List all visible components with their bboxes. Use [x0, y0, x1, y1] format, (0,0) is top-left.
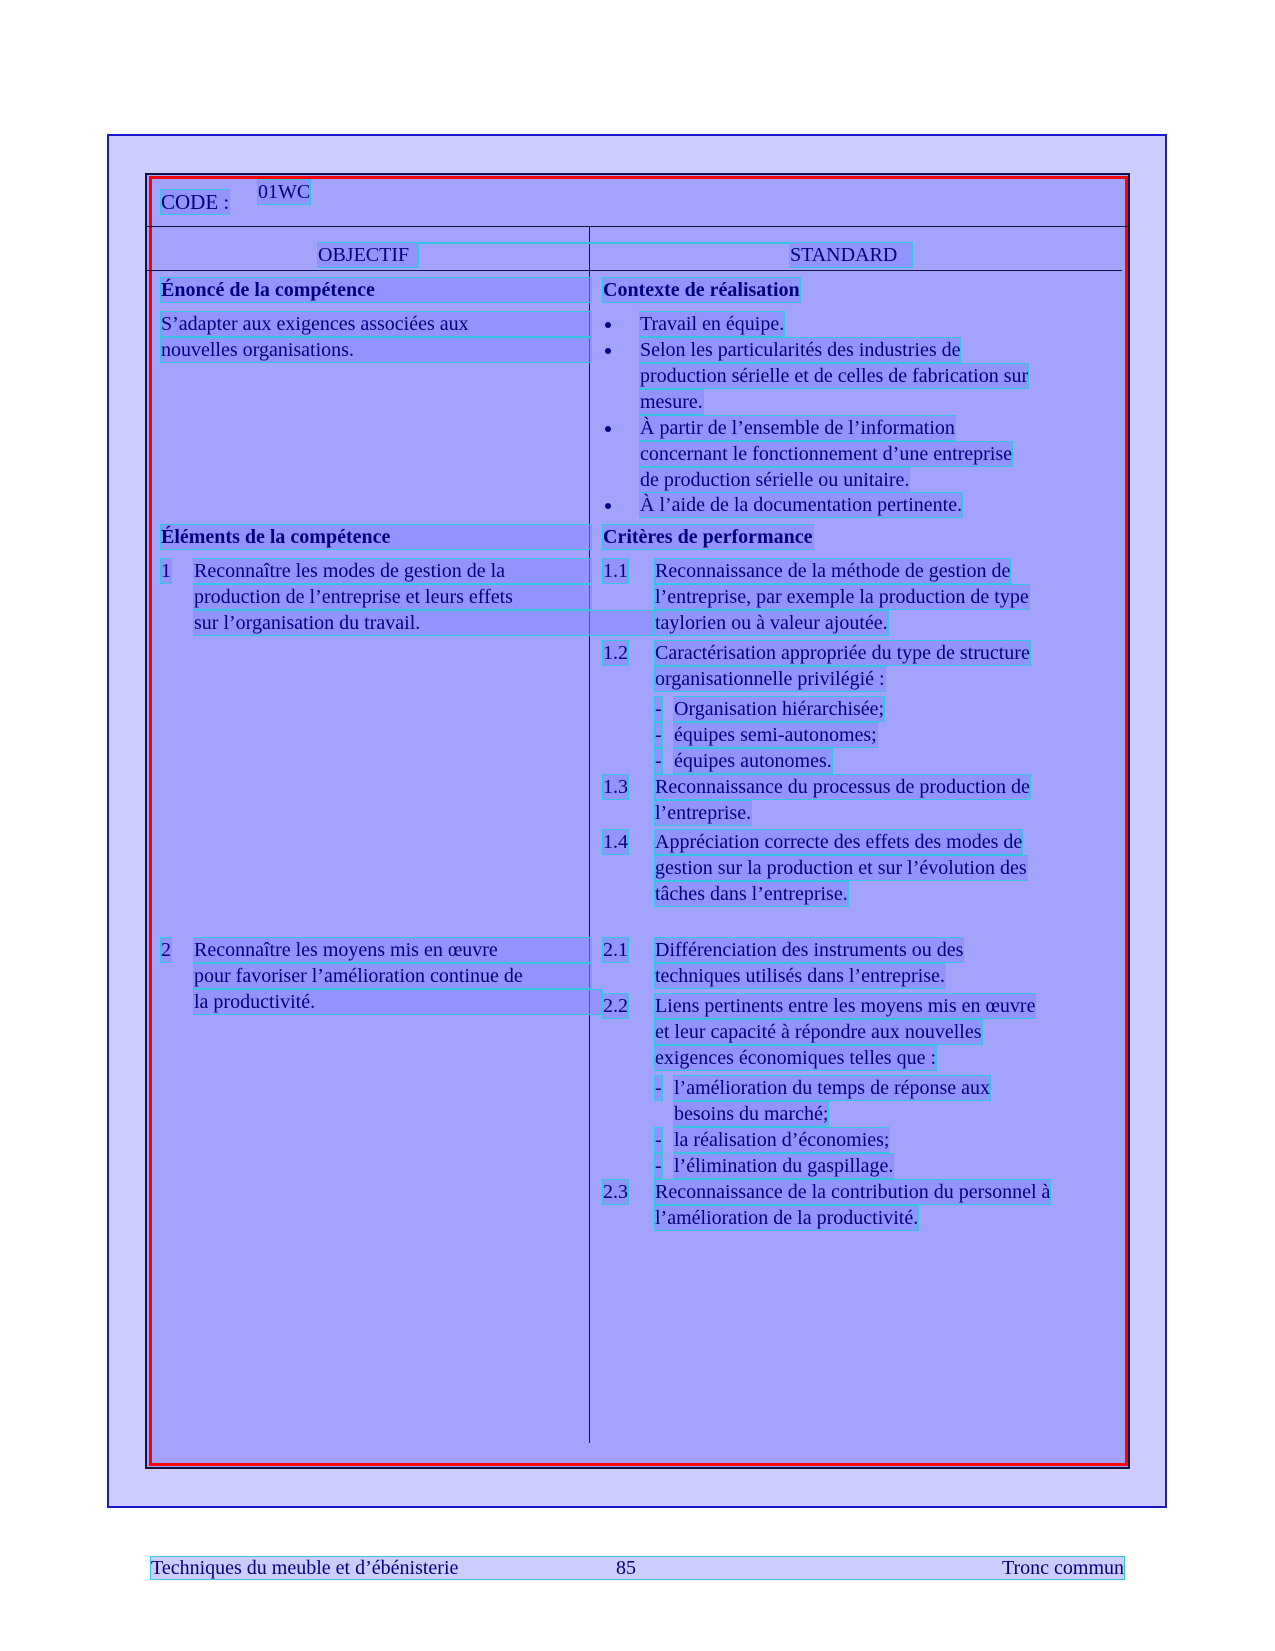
header-divider	[147, 226, 1128, 227]
enonce-line: S’adapter aux exigences associées aux	[161, 312, 591, 336]
critere-line: et leur capacité à répondre aux nouvelles	[655, 1021, 982, 1043]
critere-sub-dash: -	[655, 750, 662, 772]
element-line: Reconnaître les moyens mis en œuvre	[194, 938, 591, 962]
element-line: Reconnaître les modes de gestion de la	[194, 559, 591, 583]
critere-line: taylorien ou à valeur ajoutée.	[655, 612, 888, 634]
critere-sub-item: l’amélioration du temps de réponse aux	[674, 1077, 991, 1099]
critere-number: 1.2	[603, 642, 628, 664]
critere-line: Différenciation des instruments ou des	[655, 939, 964, 961]
column-header-divider	[147, 270, 1122, 271]
element-number: 1	[161, 560, 171, 582]
objectif-header: OBJECTIF	[318, 243, 418, 267]
critere-line: l’entreprise, par exemple la production de type	[655, 586, 1029, 608]
code-label: CODE :	[161, 190, 230, 214]
criteres-title: Critères de performance	[603, 526, 813, 548]
contexte-bullet: À partir de l’ensemble de l’information	[640, 417, 955, 439]
critere-sub-item: l’élimination du gaspillage.	[674, 1155, 894, 1177]
element-line: pour favoriser l’amélioration continue de	[194, 964, 591, 988]
contexte-bullet: À l’aide de la documentation pertinente.	[640, 494, 963, 516]
critere-number: 2.2	[603, 995, 628, 1017]
enonce-line: nouvelles organisations.	[161, 338, 591, 362]
critere-number: 2.1	[603, 939, 628, 961]
critere-line: Caractérisation appropriée du type de structure	[655, 642, 1030, 664]
contexte-bullet: Travail en équipe.	[640, 313, 785, 335]
contexte-bullet: concernant le fonctionnement d’une entreprise	[640, 443, 1013, 465]
critere-sub-dash: -	[655, 1077, 662, 1099]
critere-line: exigences économiques telles que :	[655, 1047, 937, 1069]
footer-program: Techniques du meuble et d’ébénisterie	[151, 1557, 459, 1579]
critere-number: 2.3	[603, 1181, 628, 1203]
critere-number: 1.1	[603, 560, 628, 582]
critere-sub-item: Organisation hiérarchisée;	[674, 698, 885, 720]
element-line: sur l’organisation du travail.	[194, 611, 654, 635]
bullet-icon	[605, 348, 611, 354]
critere-sub-dash: -	[655, 724, 662, 746]
enonce-title: Énoncé de la compétence	[161, 278, 591, 302]
critere-line: Liens pertinents entre les moyens mis en œuvre	[655, 995, 1036, 1017]
critere-number: 1.4	[603, 831, 628, 853]
bullet-icon	[605, 322, 611, 328]
element-line: production de l’entreprise et leurs effets	[194, 585, 591, 609]
element-line: la productivité.	[194, 990, 602, 1014]
code-value: 01WC	[258, 181, 311, 203]
column-divider-lower	[589, 703, 590, 1443]
critere-sub-item: la réalisation d’économies;	[674, 1129, 890, 1151]
critere-line: tâches dans l’entreprise.	[655, 883, 848, 905]
bullet-icon	[605, 503, 611, 509]
elements-title: Éléments de la compétence	[161, 525, 591, 549]
critere-line: Appréciation correcte des effets des modes de	[655, 831, 1023, 853]
critere-line: gestion sur la production et sur l’évolution des	[655, 857, 1027, 879]
contexte-bullet: de production sérielle ou unitaire.	[640, 469, 910, 491]
contexte-title: Contexte de réalisation	[603, 279, 800, 301]
contexte-bullet: mesure.	[640, 391, 703, 413]
critere-sub-dash: -	[655, 1129, 662, 1151]
page-number: 85	[616, 1557, 636, 1579]
bullet-icon	[605, 426, 611, 432]
critere-line: l’entreprise.	[655, 802, 752, 824]
critere-line: Reconnaissance du processus de production de	[655, 776, 1030, 798]
critere-sub-item: besoins du marché;	[674, 1103, 829, 1125]
critere-sub-item: équipes semi-autonomes;	[674, 724, 877, 746]
critere-line: Reconnaissance de la contribution du personnel à	[655, 1181, 1051, 1203]
standard-header: STANDARD	[790, 243, 912, 267]
footer-section: Tronc commun	[1001, 1557, 1124, 1579]
critere-sub-dash: -	[655, 1155, 662, 1177]
critere-line: techniques utilisés dans l’entreprise.	[655, 965, 945, 987]
contexte-bullet: Selon les particularités des industries de	[640, 339, 961, 361]
critere-number: 1.3	[603, 776, 628, 798]
critere-line: Reconnaissance de la méthode de gestion de	[655, 560, 1011, 582]
critere-sub-item: équipes autonomes.	[674, 750, 832, 772]
page-footer	[151, 1557, 1124, 1579]
critere-line: l’amélioration de la productivité.	[655, 1207, 919, 1229]
critere-sub-dash: -	[655, 698, 662, 720]
critere-line: organisationnelle privilégié :	[655, 668, 885, 690]
contexte-bullet: production sérielle et de celles de fabrication sur	[640, 365, 1029, 387]
element-number: 2	[161, 939, 171, 961]
